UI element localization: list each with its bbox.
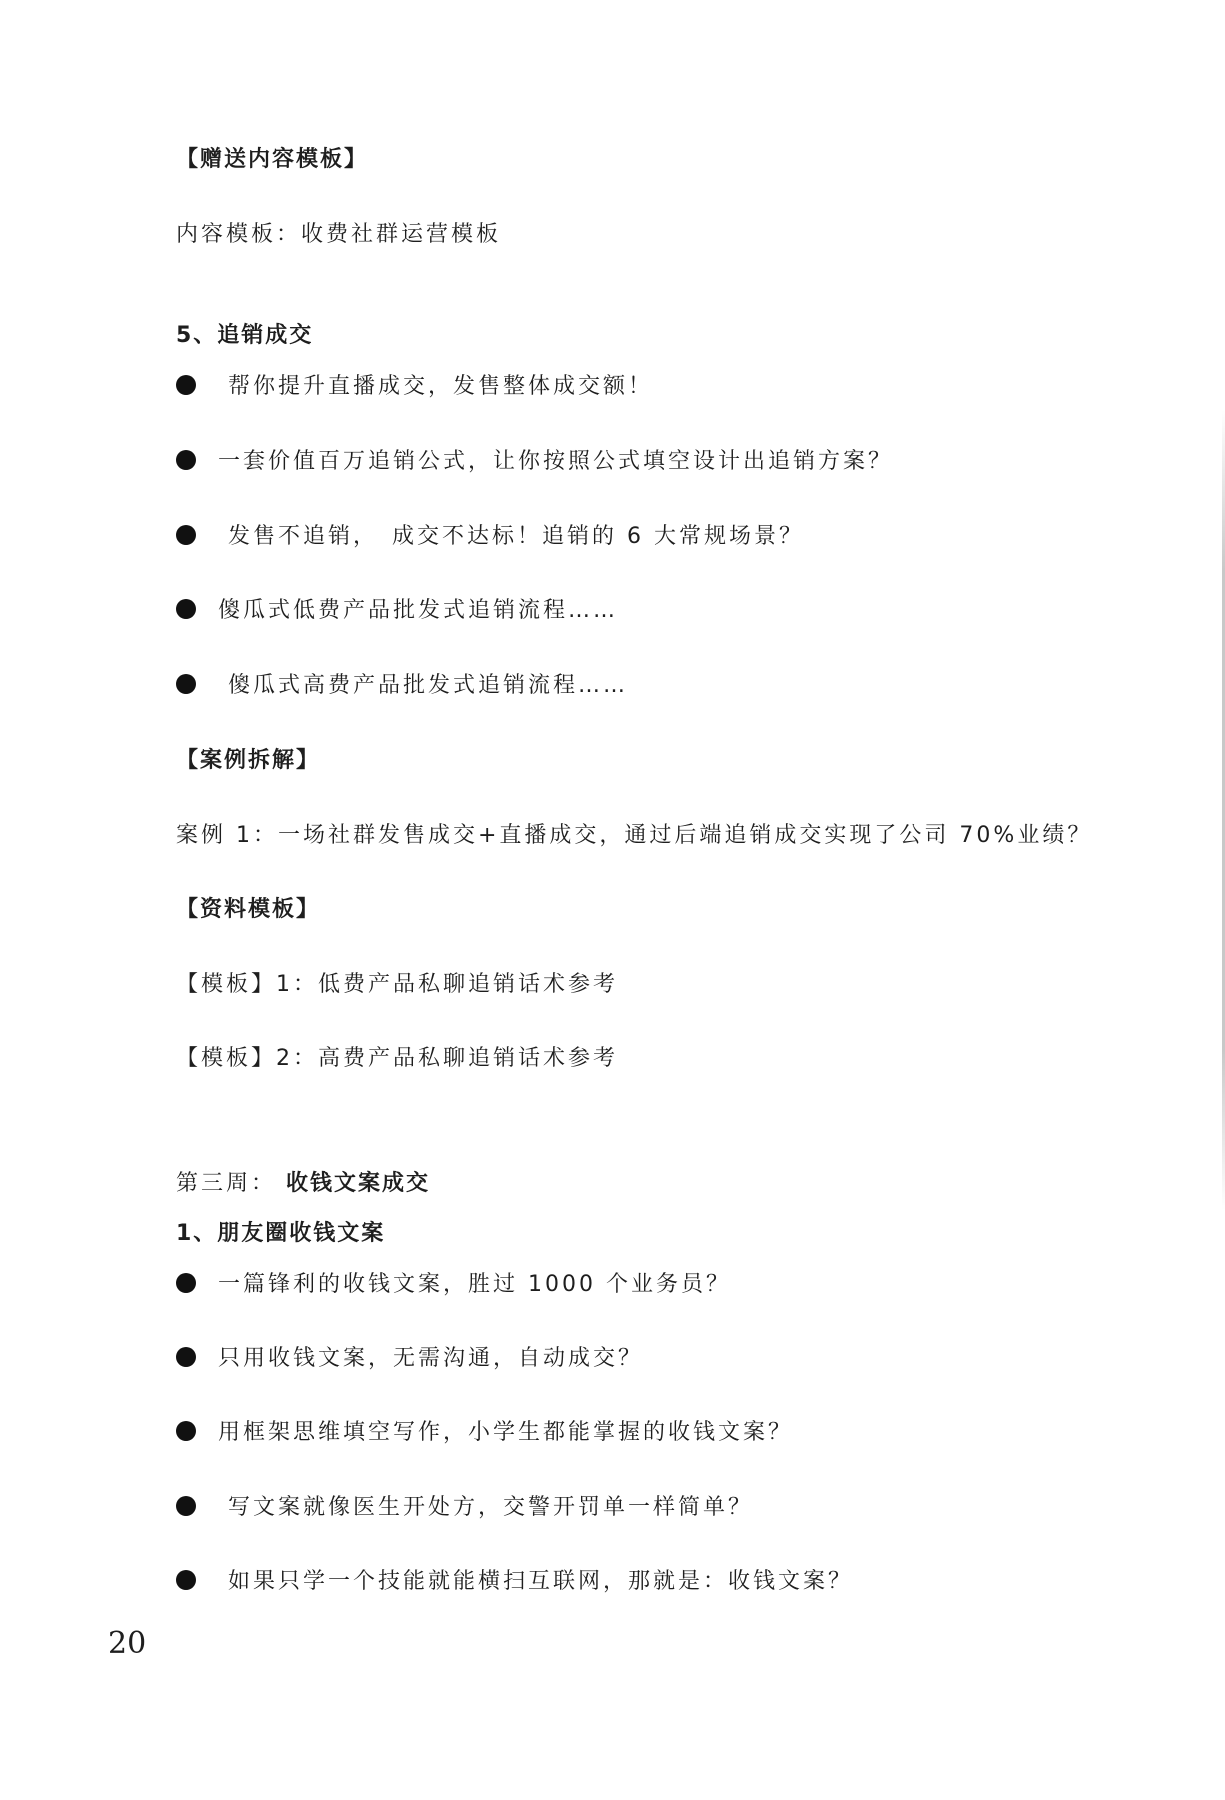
case-study-text: 案例 1：一场社群发售成交+直播成交，通过后端追销成交实现了公司 70%业绩？ bbox=[176, 823, 1093, 848]
week3-heading bbox=[176, 1169, 430, 1199]
bullet-icon bbox=[176, 1421, 196, 1441]
bullet-icon bbox=[176, 1496, 196, 1516]
list-item-text: 用框架思维填空写作，小学生都能掌握的收钱文案？ bbox=[218, 1420, 794, 1445]
list-item bbox=[176, 596, 618, 626]
bullet-icon bbox=[176, 674, 196, 694]
section1-title: 1、朋友圈收钱文案 bbox=[176, 1221, 386, 1246]
list-item-text: 写文案就像医生开处方，交警开罚单一样简单？ bbox=[228, 1495, 754, 1520]
bullet-icon bbox=[176, 1570, 196, 1590]
section5-title: 5、追销成交 bbox=[176, 323, 314, 348]
list-item-text: 帮你提升直播成交，发售整体成交额！ bbox=[228, 374, 654, 399]
bullet-icon bbox=[176, 450, 196, 470]
bullet-icon bbox=[176, 525, 196, 545]
resource-template-item: 【模板】2：高费产品私聊追销话术参考 bbox=[176, 1046, 618, 1071]
list-item bbox=[176, 1418, 793, 1448]
week3-title: 收钱文案成交 bbox=[286, 1171, 431, 1196]
list-item bbox=[176, 1344, 643, 1374]
resource-template-item: 【模板】1：低费产品私聊追销话术参考 bbox=[176, 972, 618, 997]
list-item-text: 如果只学一个技能就能横扫互联网，那就是：收钱文案？ bbox=[228, 1569, 854, 1594]
case-study-heading: 【案例拆解】 bbox=[176, 748, 321, 773]
page-number: 20 bbox=[108, 1626, 147, 1661]
list-item bbox=[176, 1270, 731, 1300]
list-item bbox=[176, 372, 653, 402]
list-item bbox=[176, 1567, 853, 1597]
week3-prefix: 第三周： bbox=[176, 1171, 277, 1196]
bullet-icon bbox=[176, 375, 196, 395]
list-item-text: 傻瓜式高费产品批发式追销流程…… bbox=[228, 673, 629, 698]
list-item bbox=[176, 1493, 753, 1523]
list-item-text: 一套价值百万追销公式，让你按照公式填空设计出追销方案？ bbox=[218, 449, 894, 474]
list-item bbox=[176, 671, 628, 701]
bullet-icon bbox=[176, 599, 196, 619]
list-item bbox=[176, 447, 893, 477]
resource-template-heading: 【资料模板】 bbox=[176, 897, 321, 922]
list-item-text: 傻瓜式低费产品批发式追销流程…… bbox=[218, 598, 619, 623]
gift-template-heading: 【赠送内容模板】 bbox=[176, 147, 369, 172]
list-item bbox=[176, 522, 804, 552]
gift-template-text: 内容模板：收费社群运营模板 bbox=[176, 222, 502, 247]
list-item-text: 只用收钱文案，无需沟通，自动成交？ bbox=[218, 1346, 644, 1371]
list-item-text: 一篇锋利的收钱文案，胜过 1000 个业务员？ bbox=[218, 1272, 731, 1297]
list-item-text: 发售不追销， 成交不达标！追销的 6 大常规场景？ bbox=[228, 524, 804, 549]
bullet-icon bbox=[176, 1273, 196, 1293]
bullet-icon bbox=[176, 1347, 196, 1367]
